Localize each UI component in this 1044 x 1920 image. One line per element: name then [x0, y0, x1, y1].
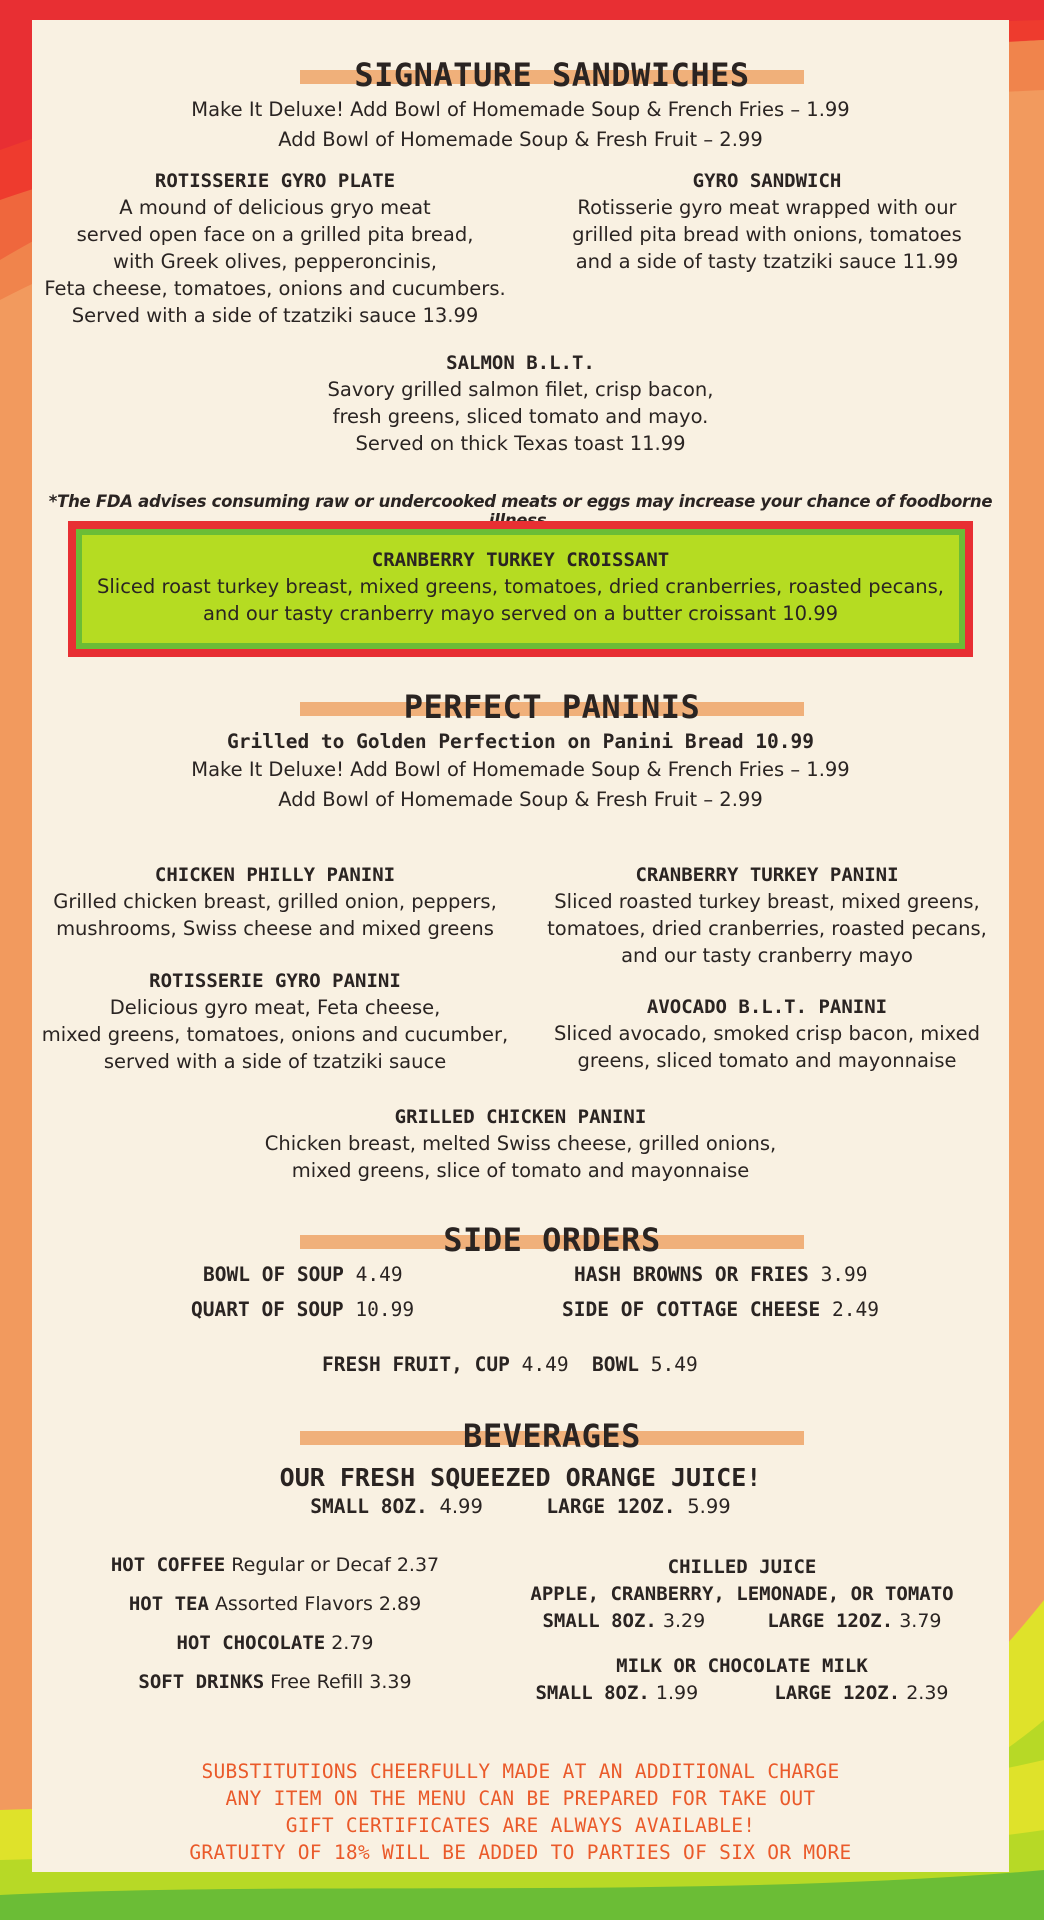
- size-label: SMALL 8OZ.: [535, 1682, 650, 1704]
- section-title: BEVERAGES: [463, 1417, 641, 1455]
- item-desc-line: grilled pita bread with onions, tomatoes: [572, 223, 962, 246]
- bev-hot-coffee: [32, 1552, 518, 1578]
- orange-juice-block: [32, 1462, 1009, 1520]
- bev-soft-drinks: [32, 1669, 518, 1695]
- item-desc-line: tomatoes, dried cranberries, roasted pecans,: [547, 917, 987, 940]
- bev-desc: Regular or Decaf 2.37: [231, 1554, 440, 1576]
- deluxe-line-2: Add Bowl of Homemade Soup & Fresh Fruit – 2.99: [278, 128, 763, 151]
- section-header-signature: [300, 56, 804, 96]
- bev-label: HOT COFFEE: [110, 1554, 226, 1576]
- item-desc-line: mixed greens, slice of tomato and mayonnaise: [291, 1159, 750, 1182]
- item-name: GRILLED CHICKEN PANINI: [394, 1106, 647, 1128]
- featured-item-border: [76, 529, 965, 649]
- item-desc-line: Feta cheese, tomatoes, onions and cucumbers.: [44, 277, 506, 300]
- chilled-juice-kinds: APPLE, CRANBERRY, LEMONADE, OR TOMATO: [530, 1583, 954, 1605]
- item-name: GYRO SANDWICH: [692, 170, 842, 192]
- section-title: SIGNATURE SANDWICHES: [354, 56, 750, 94]
- side-price: 4.49: [521, 1353, 569, 1376]
- footer-gratuity: GRATUITY OF 18% WILL BE ADDED TO PARTIES OF SIX OR MORE: [189, 1841, 852, 1864]
- menu-item-grilled-chicken-panini: [32, 1104, 1009, 1184]
- milk-title: MILK OR CHOCOLATE MILK: [616, 1655, 868, 1677]
- item-name: CRANBERRY TURKEY PANINI: [635, 864, 899, 886]
- side-label: BOWL OF SOUP: [203, 1263, 344, 1286]
- item-desc-line: Served with a side of tzatziki sauce 13.99: [71, 304, 479, 327]
- footer-substitutions: SUBSTITUTIONS CHEERFULLY MADE AT AN ADDITIONAL CHARGE: [201, 1760, 840, 1783]
- section-header-paninis: [300, 688, 804, 728]
- side-item-cottage-cheese: [562, 1297, 879, 1323]
- menu-item-cranberry-turkey-panini: [532, 862, 1002, 969]
- item-desc-line: served with a side of tzatziki sauce: [103, 1050, 447, 1073]
- bev-label: HOT TEA: [128, 1593, 209, 1615]
- side-label: FRESH FRUIT, CUP: [322, 1353, 510, 1376]
- section-title: PERFECT PANINIS: [403, 688, 701, 726]
- oj-small-label: SMALL 8OZ.: [310, 1495, 428, 1518]
- item-desc-line: mushrooms, Swiss cheese and mixed greens: [56, 917, 494, 940]
- oj-large-price: 5.99: [687, 1495, 731, 1518]
- item-desc-line: with Greek olives, pepperoncinis,: [113, 250, 437, 273]
- side-price: 5.49: [650, 1353, 698, 1376]
- item-desc-line: greens, sliced tomato and mayonnaise: [577, 1049, 957, 1072]
- footer-take-out: ANY ITEM ON THE MENU CAN BE PREPARED FOR TAKE OUT: [225, 1787, 816, 1810]
- item-name: ROTISSERIE GYRO PANINI: [149, 970, 401, 992]
- size-price: 3.79: [899, 1610, 942, 1632]
- featured-item-box: [68, 521, 973, 657]
- item-desc-line: Sliced roasted turkey breast, mixed greens,: [554, 890, 980, 913]
- oj-title: OUR FRESH SQUEEZED ORANGE JUICE!: [279, 1463, 762, 1492]
- section-header-sides: [300, 1221, 804, 1261]
- featured-item-name: CRANBERRY TURKEY CROISSANT: [371, 549, 670, 571]
- bev-label: SOFT DRINKS: [138, 1671, 265, 1693]
- item-name: ROTISSERIE GYRO PLATE: [154, 170, 396, 192]
- deluxe-line-1: Make It Deluxe! Add Bowl of Homemade Soup & French Fries – 1.99: [191, 98, 850, 121]
- item-name: SALMON B.L.T.: [446, 352, 595, 374]
- side-item-fresh-fruit: [322, 1352, 698, 1378]
- bev-chilled-juice: [500, 1554, 984, 1635]
- bev-hot-chocolate: [32, 1630, 518, 1656]
- item-desc-line: Savory grilled salmon filet, crisp bacon,: [327, 378, 714, 401]
- deluxe-line-1: Make It Deluxe! Add Bowl of Homemade Soup & French Fries – 1.99: [191, 758, 850, 781]
- bev-label: HOT CHOCOLATE: [176, 1632, 326, 1654]
- bev-milk: [500, 1653, 984, 1707]
- side-item-quart-soup: [191, 1297, 414, 1323]
- item-desc-line: Delicious gyro meat, Feta cheese,: [109, 996, 441, 1019]
- paninis-intro: [32, 728, 1009, 813]
- bev-desc: 2.79: [331, 1632, 374, 1654]
- side-label: BOWL: [592, 1353, 640, 1376]
- item-name: CHICKEN PHILLY PANINI: [154, 864, 396, 886]
- chilled-juice-sizes: [500, 1608, 984, 1635]
- section-title: SIDE ORDERS: [443, 1221, 661, 1259]
- side-label: SIDE OF COTTAGE CHEESE: [562, 1298, 821, 1321]
- deluxe-line-2: Add Bowl of Homemade Soup & Fresh Fruit – 2.99: [278, 788, 763, 811]
- item-desc-line: Grilled chicken breast, grilled onion, peppers,: [53, 890, 497, 913]
- menu-item-chicken-philly-panini: [32, 862, 518, 942]
- item-desc-line: Rotisserie gyro meat wrapped with our: [577, 196, 957, 219]
- side-price: 4.49: [355, 1263, 403, 1286]
- menu-item-salmon-blt: [32, 350, 1009, 457]
- side-item-bowl-soup: [203, 1262, 403, 1288]
- item-desc-line: served open face on a grilled pita bread,: [76, 223, 474, 246]
- size-price: 3.29: [662, 1610, 706, 1632]
- milk-sizes: [500, 1680, 984, 1707]
- item-desc-line: and a side of tasty tzatziki sauce 11.99: [575, 250, 959, 273]
- item-desc-line: Served on thick Texas toast 11.99: [355, 432, 686, 455]
- chilled-juice-title: CHILLED JUICE: [667, 1556, 817, 1578]
- bev-desc: Assorted Flavors 2.89: [214, 1593, 422, 1615]
- side-label: QUART OF SOUP: [191, 1298, 344, 1321]
- item-desc-line: fresh greens, sliced tomato and mayo.: [332, 405, 709, 428]
- oj-sizes: [32, 1494, 1009, 1520]
- item-desc-line: Sliced avocado, smoked crisp bacon, mixed: [554, 1022, 980, 1045]
- menu-item-avocado-blt-panini: [532, 994, 1002, 1074]
- size-price: 2.39: [906, 1682, 949, 1704]
- featured-item-content: [82, 535, 959, 643]
- menu-item-gyro-panini: [32, 968, 518, 1075]
- size-price: 1.99: [655, 1682, 699, 1704]
- size-label: LARGE 12OZ.: [774, 1682, 901, 1704]
- item-desc-line: mixed greens, tomatoes, onions and cucumber,: [41, 1023, 509, 1046]
- menu-paper: [32, 20, 1009, 1872]
- item-desc-line: A mound of delicious gryo meat: [119, 196, 431, 219]
- side-price: 3.99: [820, 1263, 868, 1286]
- bev-hot-tea: [32, 1591, 518, 1617]
- side-label: HASH BROWNS OR FRIES: [574, 1263, 809, 1286]
- menu-item-gyro-plate: [32, 168, 518, 329]
- item-name: AVOCADO B.L.T. PANINI: [646, 996, 888, 1018]
- signature-deluxe-info: [32, 96, 1009, 153]
- footer-gift-certificates: GIFT CERTIFICATES ARE ALWAYS AVAILABLE!: [285, 1814, 756, 1837]
- paninis-subtitle: Grilled to Golden Perfection on Panini Bread 10.99: [227, 730, 814, 753]
- featured-item-desc-line: and our tasty cranberry mayo served on a butter croissant 10.99: [202, 602, 839, 625]
- item-desc-line: and our tasty cranberry mayo: [621, 944, 913, 967]
- side-price: 2.49: [832, 1298, 879, 1321]
- oj-small-price: 4.99: [439, 1495, 483, 1518]
- featured-item-desc-line: Sliced roast turkey breast, mixed greens, tomatoes, dried cranberries, roasted pecans,: [97, 575, 944, 598]
- fda-notice: *The FDA advises consuming raw or undercooked meats or eggs may increase your chance of foodborne: [48, 492, 993, 511]
- size-label: SMALL 8OZ.: [542, 1610, 657, 1632]
- bev-desc: Free Refill 3.39: [270, 1671, 412, 1693]
- menu-item-gyro-sandwich: [532, 168, 1002, 275]
- section-header-beverages: [300, 1417, 804, 1457]
- side-item-hash-browns: [574, 1262, 868, 1288]
- side-price: 10.99: [355, 1298, 415, 1321]
- item-desc-line: Chicken breast, melted Swiss cheese, grilled onions,: [264, 1132, 777, 1155]
- oj-large-label: LARGE 12OZ.: [546, 1495, 676, 1518]
- size-label: LARGE 12OZ.: [767, 1610, 894, 1632]
